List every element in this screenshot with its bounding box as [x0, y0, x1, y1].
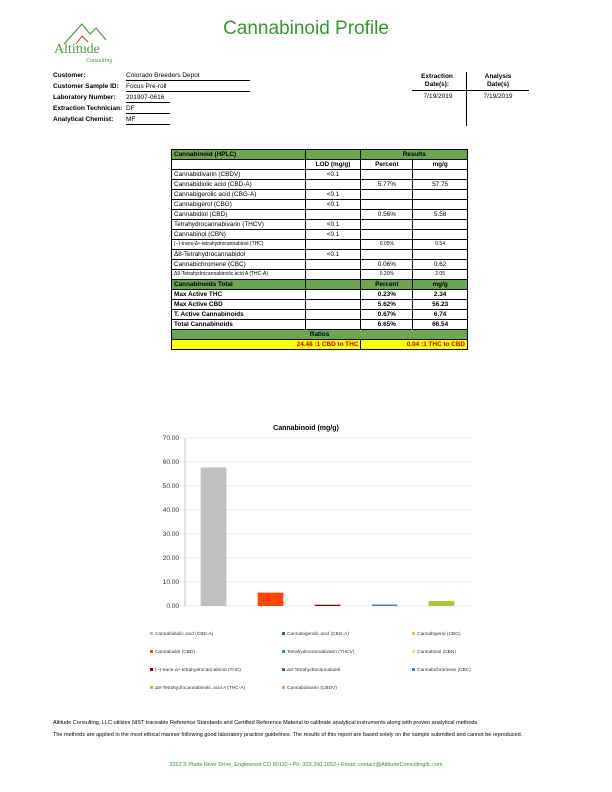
y-tick-label: 0.00	[166, 603, 179, 610]
mgg-header: mg/g	[413, 160, 468, 170]
bar	[372, 605, 398, 606]
cell-lod: <0.1	[305, 200, 361, 210]
chemist-label: Analytical Chemist:	[53, 116, 114, 123]
cell-percent	[361, 200, 413, 210]
table-row	[172, 200, 468, 210]
lab-number-value: 201907-0616	[126, 94, 170, 103]
totals-header-blank	[305, 280, 361, 290]
legend-label: Cannabigerolic acid (CBG-A)	[287, 632, 349, 637]
cell-lod: <0.1	[305, 220, 361, 230]
table-row	[172, 170, 468, 180]
legend-label: Cannabinol (CBN)	[417, 650, 456, 655]
extraction-date-header-2: Date(s):	[424, 81, 450, 88]
cell-lod	[305, 210, 361, 220]
percent-header: Percent	[361, 160, 413, 170]
analysis-date: 7/19/2019	[483, 93, 513, 100]
logo-tagline: Consulting	[86, 58, 113, 64]
legend-label: (−)-trans-Δ⁹-tetrahydrocannabinol (THC)	[155, 668, 241, 673]
ratio-thc-value: 0.04	[406, 341, 420, 348]
cell-mgg	[413, 200, 468, 210]
table-row	[172, 240, 468, 250]
y-tick-label: 50.00	[162, 483, 179, 490]
total-percent: 5.62%	[361, 300, 413, 310]
footer-note-2: The methods are applied in the most ethical manner following good laboratory practice guidelines. The results of this report are based solely on the sample submitted and cannot be reproduced.	[53, 732, 523, 738]
cell-percent	[361, 230, 413, 240]
total-name: Max Active THC	[172, 290, 306, 300]
footer-note-1: Altitude Consulting, LLC utilizes NIST traceable Reference Standards and Certified Reference Material to calibrate analytical instruments along with proven analytical methods.	[53, 720, 479, 726]
legend-item	[412, 650, 456, 655]
legend-label: Cannabigerol (CBG)	[417, 632, 461, 637]
cell-mgg	[413, 170, 468, 180]
cell-name: Cannabidiolic acid (CBD-A)	[172, 180, 306, 190]
y-tick-label: 60.00	[162, 459, 179, 466]
total-blank	[305, 290, 361, 300]
y-tick-label: 70.00	[162, 435, 179, 442]
legend-item	[150, 668, 241, 673]
legend-label: Tetrahydrocannabivarin (THCV)	[287, 650, 355, 655]
total-mgg: 2.34	[413, 290, 468, 300]
cell-mgg: 5.58	[413, 210, 468, 220]
cell-lod	[305, 180, 361, 190]
chart-title: Cannabinoid (mg/g)	[273, 425, 339, 432]
total-blank	[305, 320, 361, 330]
legend-item	[150, 686, 245, 691]
cell-percent: 0.06%	[361, 260, 413, 270]
cell-lod	[305, 270, 361, 280]
analysis-date-header-1: Analysis	[484, 73, 512, 80]
table-row	[172, 260, 468, 270]
totals-row	[172, 310, 468, 320]
legend-item	[282, 668, 340, 673]
total-name: Total Cannabinoids	[172, 320, 306, 330]
sample-id-label: Customer Sample ID:	[53, 83, 119, 90]
cell-lod: <0.1	[305, 250, 361, 260]
results-header: Results	[361, 150, 468, 160]
cell-name: Cannabigerolic acid (CBG-A)	[172, 190, 306, 200]
cell-percent	[361, 220, 413, 230]
table-row	[172, 180, 468, 190]
legend-swatch	[150, 686, 153, 689]
customer-value: Colorado Breeders Depot	[126, 72, 250, 81]
ratio-cbd-to-thc	[172, 340, 361, 350]
y-tick-label: 30.00	[162, 531, 179, 538]
cell-mgg	[413, 220, 468, 230]
lab-number-label: Laboratory Number:	[53, 94, 116, 101]
totals-row	[172, 300, 468, 310]
legend-item	[282, 686, 337, 691]
cell-percent: 0.05%	[361, 240, 413, 250]
table-row	[172, 190, 468, 200]
cell-lod	[305, 260, 361, 270]
cell-mgg: 2.05	[413, 270, 468, 280]
cell-percent	[361, 170, 413, 180]
legend-swatch	[412, 632, 415, 635]
cell-mgg	[413, 190, 468, 200]
cell-percent: 0.56%	[361, 210, 413, 220]
cell-name: Δ9-Tetrahydrocannabinolic acid A (THC-A)	[172, 270, 306, 280]
legend-swatch	[150, 668, 153, 671]
table-title: Cannabinoid (HPLC)	[172, 150, 306, 160]
bar	[429, 601, 455, 606]
ratio-thc-to-cbd	[361, 340, 468, 350]
sample-id-value: Focus Pre-roll	[126, 83, 250, 92]
technician-value: DF	[126, 105, 170, 114]
cell-mgg: 0.54	[413, 240, 468, 250]
cell-mgg	[413, 230, 468, 240]
table-row	[172, 210, 468, 220]
column-header-blank	[172, 160, 306, 170]
legend-item	[412, 668, 471, 673]
totals-mgg-header: mg/g	[413, 280, 468, 290]
cell-name: Cannabidivarin (CBDV)	[172, 170, 306, 180]
legend-swatch	[150, 632, 153, 635]
y-tick-label: 20.00	[162, 555, 179, 562]
table-header-blank	[305, 150, 361, 160]
total-name: Max Active CBD	[172, 300, 306, 310]
totals-header-row	[172, 280, 468, 290]
legend-label: Cannabidiol (CBD)	[155, 650, 195, 655]
bar	[315, 605, 341, 606]
chemist-value: MF	[126, 116, 170, 125]
extraction-date: 7/19/2019	[423, 93, 453, 100]
total-name: T. Active Cannabinoids	[172, 310, 306, 320]
customer-label: Customer:	[53, 72, 86, 79]
legend-label: Δ8-Tetrahydrocannabidol	[287, 668, 341, 673]
cell-name: Cannabidiol (CBD)	[172, 210, 306, 220]
ratios-header: Ratios	[172, 330, 468, 340]
legend-swatch	[150, 650, 153, 653]
cell-percent: 0.20%	[361, 270, 413, 280]
legend-label: Cannabichromene (CBC)	[417, 668, 471, 673]
cell-percent	[361, 250, 413, 260]
table-row	[172, 270, 468, 280]
table-row	[172, 250, 468, 260]
table-body	[172, 170, 468, 280]
totals-body	[172, 290, 468, 330]
legend-swatch	[282, 686, 285, 689]
column-header-row	[172, 160, 468, 170]
page-title: Cannabinoid Profile	[223, 18, 389, 39]
legend-label: Δ8-Tetrahydrocannabinolic acid A (THC-A)	[155, 686, 246, 691]
totals-row	[172, 320, 468, 330]
totals-header: Cannabinoids Total	[172, 280, 306, 290]
bar	[201, 467, 227, 606]
total-percent: 0.67%	[361, 310, 413, 320]
legend-swatch	[282, 650, 285, 653]
total-mgg: 66.54	[413, 320, 468, 330]
cell-name: (−)-trans-Δ⁹-tetrahydrocannabinol (THC)	[172, 240, 306, 250]
ratios-row	[172, 340, 468, 350]
cell-name: Tetrahydrocannabivarin (THCV)	[172, 220, 306, 230]
ratio-cbd-value: 24.48	[296, 341, 313, 348]
table-header-row	[172, 150, 468, 160]
cell-name: Cannabichromene (CBC)	[172, 260, 306, 270]
table-row	[172, 220, 468, 230]
y-tick-label: 10.00	[162, 579, 179, 586]
ratio-cbd-text: :1 CBD to THC	[314, 341, 359, 348]
cannabinoid-table	[171, 149, 468, 350]
cell-mgg	[413, 250, 468, 260]
cell-lod	[305, 240, 361, 250]
cell-lod: <0.1	[305, 170, 361, 180]
logo-name: Altitude	[54, 42, 100, 57]
cell-mgg: 57.75	[413, 180, 468, 190]
totals-percent-header: Percent	[361, 280, 413, 290]
legend-item	[150, 650, 195, 655]
cell-lod: <0.1	[305, 230, 361, 240]
total-percent: 0.23%	[361, 290, 413, 300]
total-mgg: 6.74	[413, 310, 468, 320]
technician-label: Extraction Technician:	[53, 105, 123, 112]
total-percent: 6.65%	[361, 320, 413, 330]
totals-row	[172, 290, 468, 300]
cell-percent: 5.77%	[361, 180, 413, 190]
bar	[258, 593, 284, 606]
legend-swatch	[412, 650, 415, 653]
legend-item	[282, 632, 349, 637]
total-mgg: 56.23	[413, 300, 468, 310]
cannabinoid-chart	[140, 430, 480, 615]
y-tick-label: 40.00	[162, 507, 179, 514]
extraction-date-header-1: Extraction	[421, 73, 453, 80]
total-blank	[305, 310, 361, 320]
legend-swatch	[282, 632, 285, 635]
ratios-header-row	[172, 330, 468, 340]
cell-name: Cannabinol (CBN)	[172, 230, 306, 240]
dates-divider	[466, 72, 467, 126]
legend-item	[150, 632, 213, 637]
table-row	[172, 230, 468, 240]
legend-swatch	[412, 668, 415, 671]
total-blank	[305, 300, 361, 310]
cell-name: Cannabigerol (CBG)	[172, 200, 306, 210]
legend-swatch	[282, 668, 285, 671]
legend-item	[282, 650, 354, 655]
legend-label: Cannabidivarin (CBDV)	[287, 686, 337, 691]
cell-mgg: 0.62	[413, 260, 468, 270]
ratio-thc-text: :1 THC to CBD	[420, 341, 465, 348]
cell-name: Δ8-Tetrahydrocannabidol	[172, 250, 306, 260]
legend-item	[412, 632, 460, 637]
cell-percent	[361, 190, 413, 200]
cell-lod: <0.1	[305, 190, 361, 200]
lod-header: LOD (mg/g)	[305, 160, 361, 170]
legend-label: Cannabidiolic acid (CBD-A)	[155, 632, 214, 637]
footer-contact: 3262 S Platte River Drive, Englewood CO 80110 • Ph: 303.390.1652 • Email: contact@AltitudeConsultingllc.com	[169, 762, 443, 768]
analysis-date-header-2: Date(s)	[486, 81, 510, 88]
dates-header-rule	[412, 90, 529, 91]
